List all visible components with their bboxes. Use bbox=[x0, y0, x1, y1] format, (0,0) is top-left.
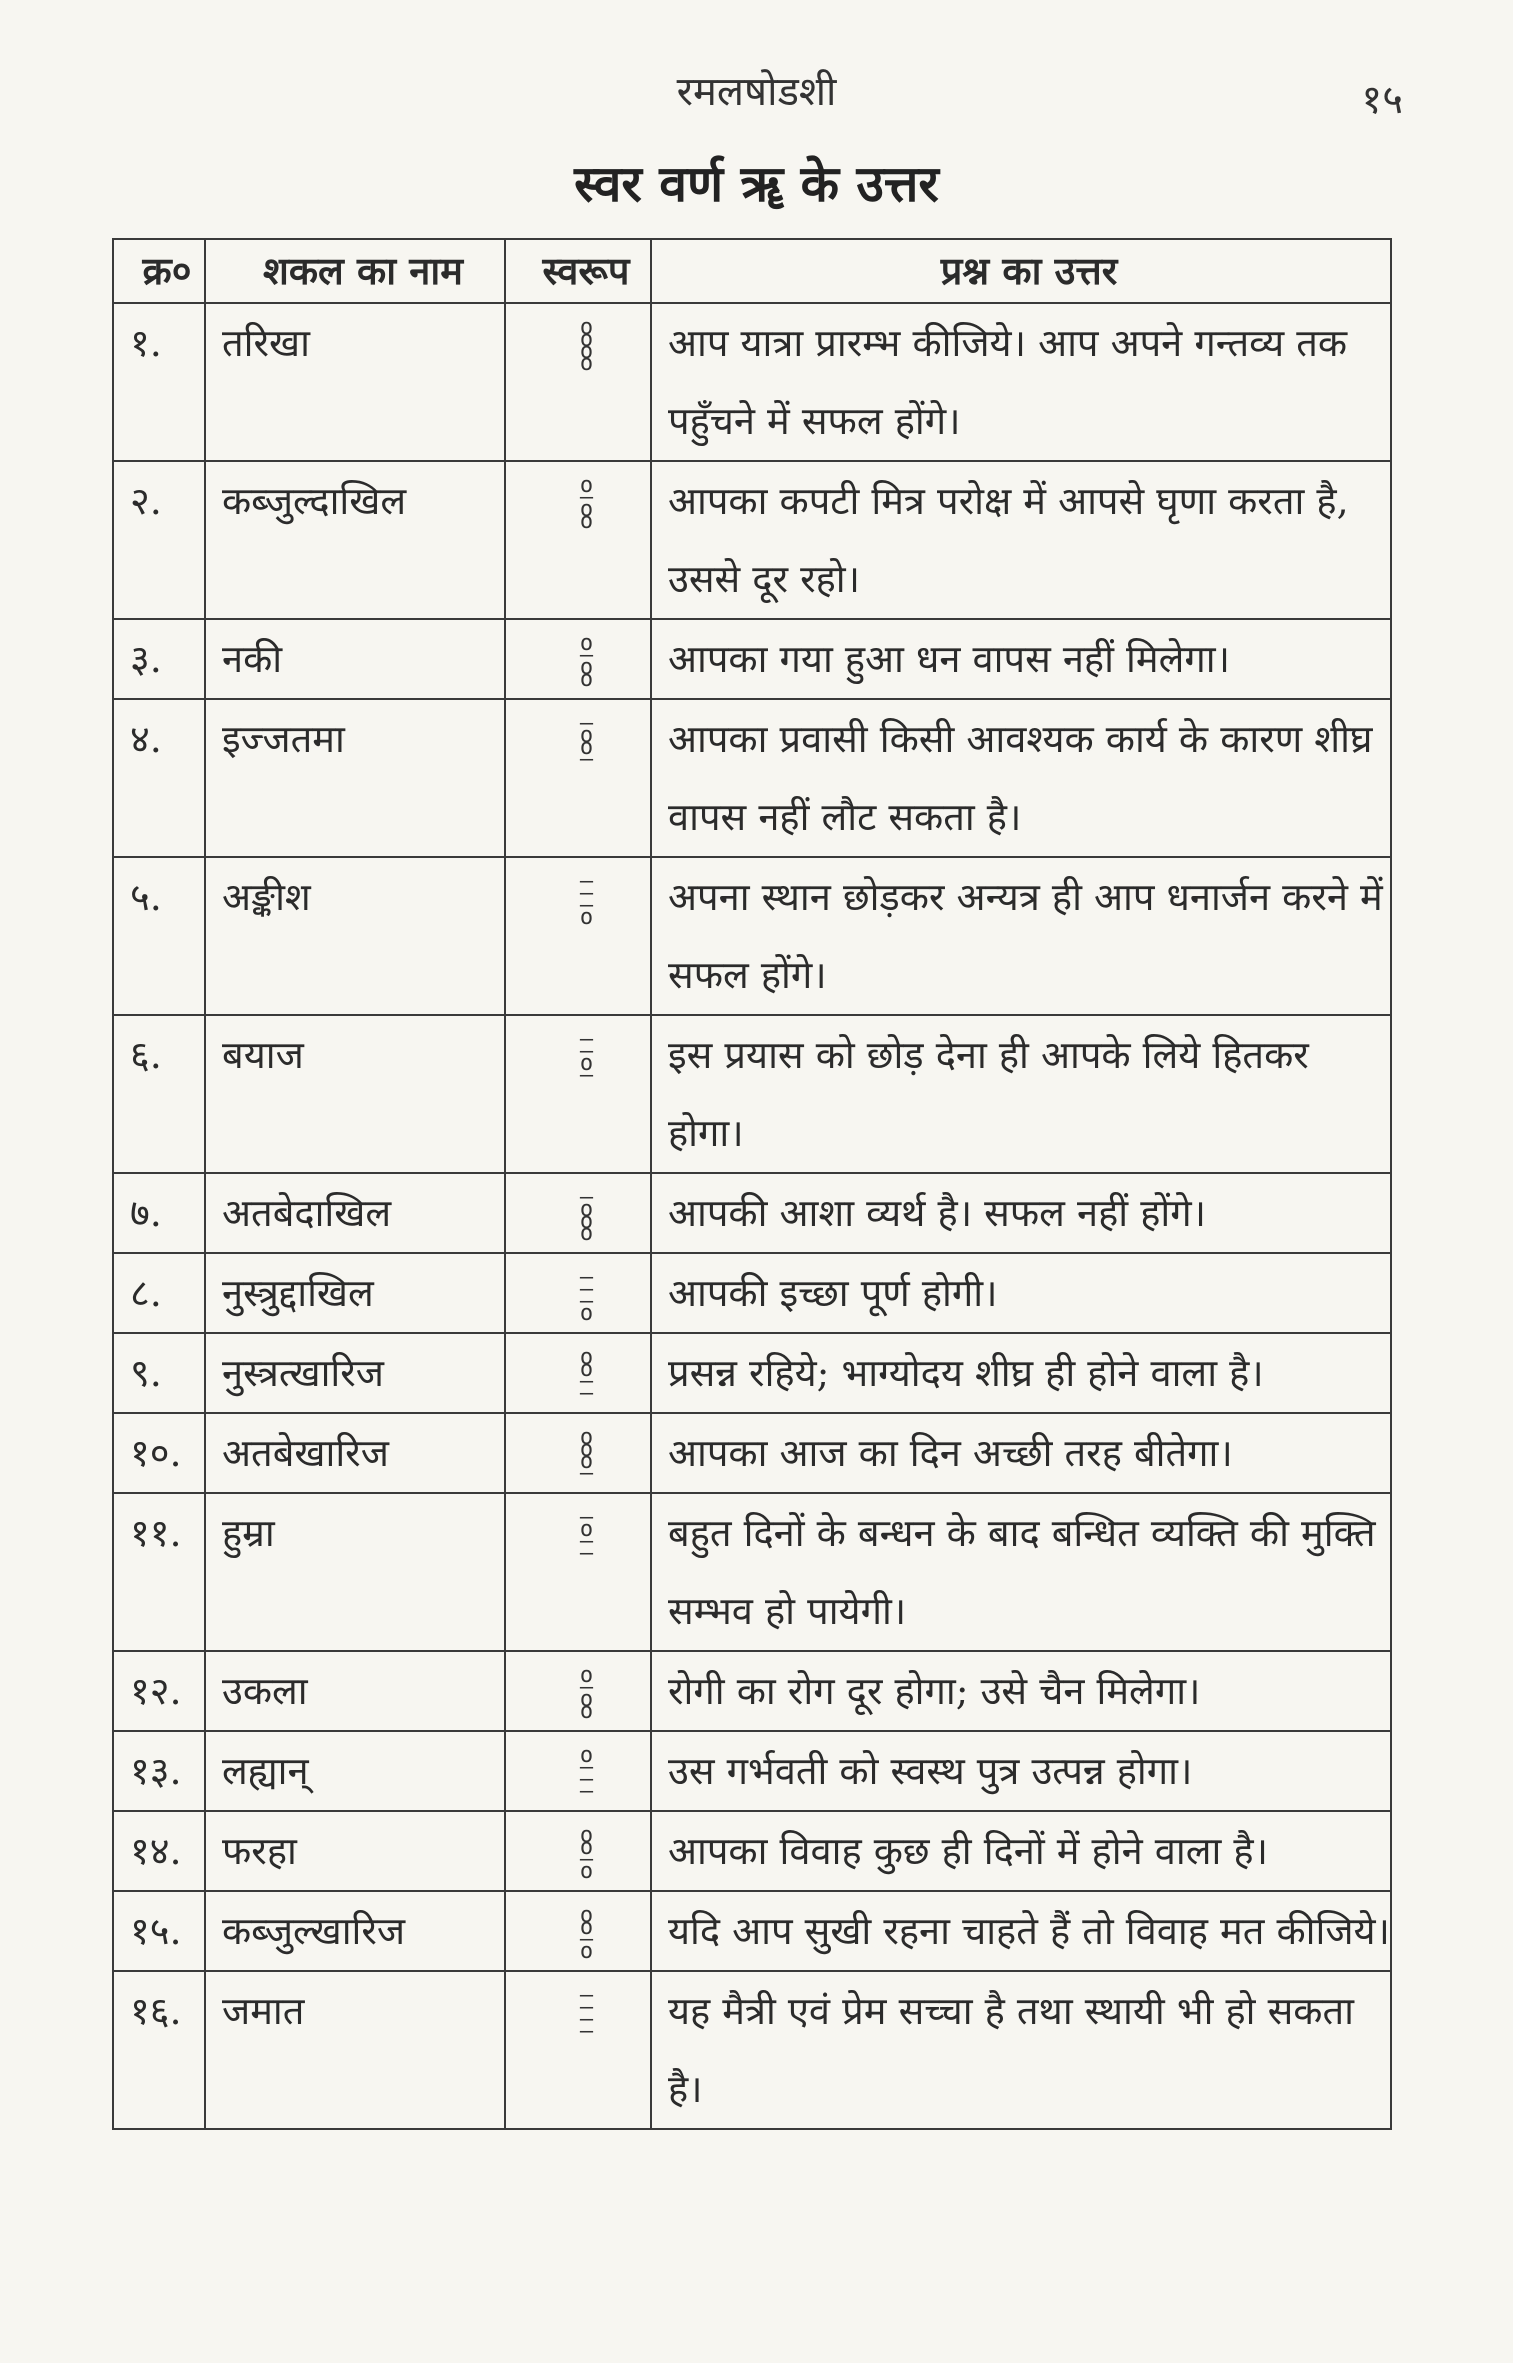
table-row bbox=[113, 1173, 1391, 1253]
table-row bbox=[113, 1971, 1391, 2129]
answer-text: आपका कपटी मित्र परोक्ष में आपसे घृणा करता है, उससे दूर रहो। bbox=[651, 461, 1391, 619]
shakal-form-cell bbox=[505, 1971, 651, 2129]
answer-text: बहुत दिनों के बन्धन के बाद बन्धित व्यक्ति की मुक्ति सम्भव हो पायेगी। bbox=[651, 1493, 1391, 1651]
shakal-form-glyph: o — o o bbox=[579, 631, 593, 692]
shakal-name: लह्यान् bbox=[205, 1731, 505, 1811]
answer-text: आपका गया हुआ धन वापस नहीं मिलेगा। bbox=[651, 619, 1391, 699]
shakal-form-glyph: o o — — bbox=[579, 1345, 593, 1406]
answer-text: प्रसन्न रहिये; भाग्योदय शीघ्र ही होने वाला है। bbox=[651, 1333, 1391, 1413]
shakal-name: इज्जतमा bbox=[205, 699, 505, 857]
table-row bbox=[113, 303, 1391, 461]
shakal-form-cell bbox=[505, 303, 651, 461]
shakal-name: नुस्त्रुद्दाखिल bbox=[205, 1253, 505, 1333]
shakal-name: नकी bbox=[205, 619, 505, 699]
answer-text: आपका प्रवासी किसी आवश्यक कार्य के कारण शीघ्र वापस नहीं लौट सकता है। bbox=[651, 699, 1391, 857]
shakal-form-cell bbox=[505, 1253, 651, 1333]
shakal-name: कब्जुल्खारिज bbox=[205, 1891, 505, 1971]
row-number: १३. bbox=[113, 1731, 205, 1811]
shakal-form-cell bbox=[505, 1493, 651, 1651]
row-number: ३. bbox=[113, 619, 205, 699]
shakal-form-glyph: — o o o bbox=[579, 1185, 593, 1246]
table-row bbox=[113, 1731, 1391, 1811]
table-row bbox=[113, 1413, 1391, 1493]
table-row bbox=[113, 1811, 1391, 1891]
shakal-form-cell bbox=[505, 1173, 651, 1253]
shakal-form-cell bbox=[505, 1333, 651, 1413]
shakal-form-glyph: — — — o bbox=[579, 869, 593, 930]
shakal-name: फरहा bbox=[205, 1811, 505, 1891]
row-number: ६. bbox=[113, 1015, 205, 1173]
shakal-form-glyph: o — o o bbox=[579, 473, 593, 534]
table-row bbox=[113, 1891, 1391, 1971]
answer-text: आपका विवाह कुछ ही दिनों में होने वाला है। bbox=[651, 1811, 1391, 1891]
page-title: स्वर वर्ण ॠ के उत्तर bbox=[574, 154, 939, 213]
shakal-form-glyph: — — o — bbox=[579, 1027, 593, 1088]
shakal-name: हुम्रा bbox=[205, 1493, 505, 1651]
shakal-form-cell bbox=[505, 461, 651, 619]
row-number: १०. bbox=[113, 1413, 205, 1493]
table-header-row bbox=[113, 239, 1391, 303]
row-number: २. bbox=[113, 461, 205, 619]
answer-text: इस प्रयास को छोड़ देना ही आपके लिये हितकर होगा। bbox=[651, 1015, 1391, 1173]
shakal-name: तरिखा bbox=[205, 303, 505, 461]
shakal-name: अङ्कीश bbox=[205, 857, 505, 1015]
shakal-form-cell bbox=[505, 1891, 651, 1971]
answers-table bbox=[112, 238, 1392, 2130]
row-number: १६. bbox=[113, 1971, 205, 2129]
shakal-form-cell bbox=[505, 1651, 651, 1731]
shakal-name: अतबेदाखिल bbox=[205, 1173, 505, 1253]
shakal-name: जमात bbox=[205, 1971, 505, 2129]
shakal-form-cell bbox=[505, 1811, 651, 1891]
row-number: ९. bbox=[113, 1333, 205, 1413]
shakal-name: उकला bbox=[205, 1651, 505, 1731]
table-row bbox=[113, 1493, 1391, 1651]
row-number: ५. bbox=[113, 857, 205, 1015]
shakal-form-cell bbox=[505, 857, 651, 1015]
answer-text: यदि आप सुखी रहना चाहते हैं तो विवाह मत कीजिये। bbox=[651, 1891, 1391, 1971]
table-row bbox=[113, 1651, 1391, 1731]
shakal-form-cell bbox=[505, 699, 651, 857]
row-number: १५. bbox=[113, 1891, 205, 1971]
answer-text: यह मैत्री एवं प्रेम सच्चा है तथा स्थायी भी हो सकता है। bbox=[651, 1971, 1391, 2129]
table-row bbox=[113, 699, 1391, 857]
row-number: ४. bbox=[113, 699, 205, 857]
table-row bbox=[113, 1333, 1391, 1413]
shakal-form-glyph: — o o — bbox=[579, 711, 593, 772]
shakal-name: कब्जुल्दाखिल bbox=[205, 461, 505, 619]
shakal-name: अतबेखारिज bbox=[205, 1413, 505, 1493]
answer-text: रोगी का रोग दूर होगा; उसे चैन मिलेगा। bbox=[651, 1651, 1391, 1731]
shakal-form-glyph: o — — — bbox=[579, 1743, 593, 1804]
table-row bbox=[113, 1015, 1391, 1173]
answer-text: अपना स्थान छोड़कर अन्यत्र ही आप धनार्जन करने में सफल होंगे। bbox=[651, 857, 1391, 1015]
row-number: ११. bbox=[113, 1493, 205, 1651]
shakal-form-cell bbox=[505, 1731, 651, 1811]
shakal-form-glyph: o — o o bbox=[579, 1663, 593, 1724]
table-row bbox=[113, 857, 1391, 1015]
shakal-form-glyph: o o — o bbox=[579, 1823, 593, 1884]
answer-text: आप यात्रा प्रारम्भ कीजिये। आप अपने गन्तव्य तक पहुँचने में सफल होंगे। bbox=[651, 303, 1391, 461]
shakal-form-cell bbox=[505, 619, 651, 699]
row-number: ७. bbox=[113, 1173, 205, 1253]
table-body bbox=[113, 303, 1391, 2129]
answer-text: आपकी इच्छा पूर्ण होगी। bbox=[651, 1253, 1391, 1333]
col-header-form: स्वरूप bbox=[505, 239, 651, 303]
answer-text: आपका आज का दिन अच्छी तरह बीतेगा। bbox=[651, 1413, 1391, 1493]
shakal-name: बयाज bbox=[205, 1015, 505, 1173]
table-row bbox=[113, 619, 1391, 699]
shakal-form-cell bbox=[505, 1413, 651, 1493]
row-number: ८. bbox=[113, 1253, 205, 1333]
answer-text: आपकी आशा व्यर्थ है। सफल नहीं होंगे। bbox=[651, 1173, 1391, 1253]
shakal-form-glyph: o o o o bbox=[579, 315, 593, 376]
shakal-name: नुस्त्रत्खारिज bbox=[205, 1333, 505, 1413]
shakal-form-glyph: — — — — bbox=[579, 1983, 593, 2044]
col-header-answer: प्रश्न का उत्तर bbox=[651, 239, 1391, 303]
row-number: १४. bbox=[113, 1811, 205, 1891]
row-number: १. bbox=[113, 303, 205, 461]
page-number: १५ bbox=[1361, 77, 1403, 123]
shakal-form-cell bbox=[505, 1015, 651, 1173]
table-row bbox=[113, 1253, 1391, 1333]
running-head-title: रमलषोडशी bbox=[676, 69, 837, 115]
row-number: १२. bbox=[113, 1651, 205, 1731]
col-header-number: क्र० bbox=[113, 239, 205, 303]
shakal-form-glyph: — — — o bbox=[579, 1265, 593, 1326]
answer-text: उस गर्भवती को स्वस्थ पुत्र उत्पन्न होगा। bbox=[651, 1731, 1391, 1811]
shakal-form-glyph: o o o — bbox=[579, 1425, 593, 1486]
col-header-name: शकल का नाम bbox=[205, 239, 505, 303]
table-row bbox=[113, 461, 1391, 619]
shakal-form-glyph: — o — — bbox=[579, 1505, 593, 1566]
shakal-form-glyph: o o — o bbox=[579, 1903, 593, 1964]
